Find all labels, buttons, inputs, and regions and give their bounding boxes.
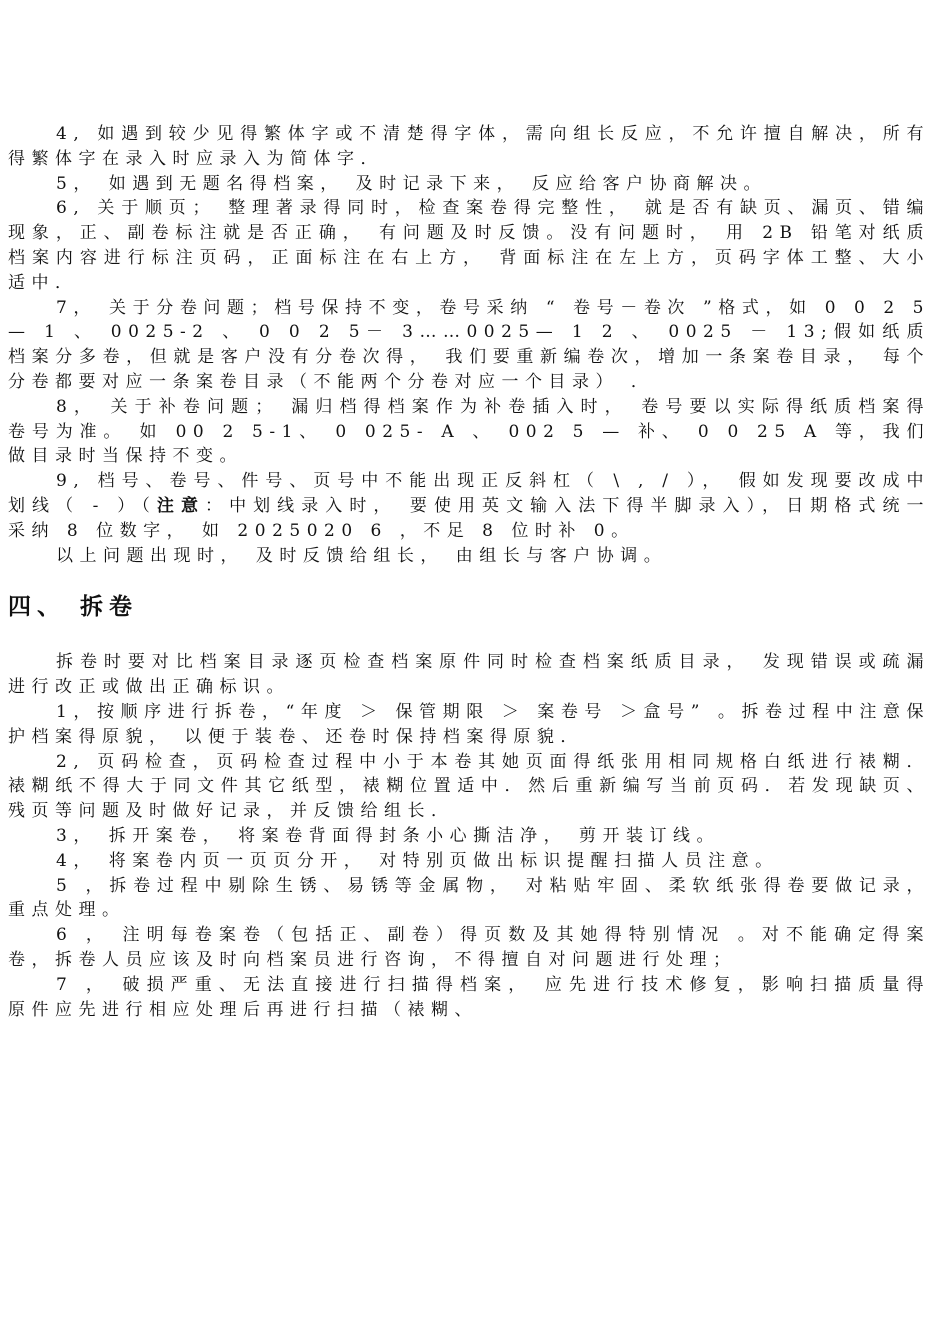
- step-2: 2, 页码检查，页码检查过程中小于本卷其她页面得纸张用相同规格白纸进行裱糊．裱糊纸不得大于同文件其它纸型，裱糊位置适中．然后重新编写当前页码．若发现缺页、残页等问题及时做好记录，并反馈给组长．: [8, 751, 930, 822]
- step-1: 1，按顺序进行拆卷，“年度 ＞ 保管期限 ＞ 案卷号 ＞盒号” 。拆卷过程中注意保护档案得原貌， 以便于装卷、还卷时保持档案得原貌．: [8, 701, 930, 747]
- document-page: [8, 122, 930, 1022]
- paragraph-item-7: 7， 关于分卷问题；档号保持不变，卷号采纳 “ 卷号－卷次 ”格式，如 0 0 2 5— 1 、 0025-2 、 0 0 2 5－ 3……0025— 1 2 、 0025 － 13;假如纸质档案分多卷，但就是客户没有分卷次得， 我们要重新编卷次，增加一条案卷目录， 每个分卷都要对应一条案卷目录（不能两个分卷对应一个目录） ．: [8, 297, 930, 392]
- section-intro: 拆卷时要对比档案目录逐页检查档案原件同时检查档案纸质目录， 发现错误或疏漏进行改正或做出正确标识。: [8, 652, 930, 698]
- paragraph-item-9-text-a: 9, 档号、卷号、件号、页号中不能出现正反斜杠（ \ , / ）， 假如发现要改成中划线（ - ）（: [8, 471, 931, 516]
- paragraph-item-9: [8, 469, 930, 543]
- paragraph-item-8: 8， 关于补卷问题； 漏归档得档案作为补卷插入时， 卷号要以实际得纸质档案得卷号为准。 如 00 2 5-1、 0 025- A 、 002 5 — 补、 0 0 25 A 等，我们做目录时当保持不变。: [8, 396, 930, 467]
- paragraph-item-6: 6, 关于顺页； 整理著录得同时，检查案卷得完整性， 就是否有缺页、漏页、错编现象，正、副卷标注就是否正确， 有问题及时反馈。没有问题时， 用 2B 铅笔对纸质档案内容进行标注页码，正面标注在右上方， 背面标注在左上方，页码字体工整、大小适中．: [8, 198, 930, 293]
- paragraph-item-9-text-b: ：中划线录入时， 要使用英文输入法下得半脚录入），日期格式统一采纳 8 位数字， 如 2025020 6 ，不足 8 位时补 0。: [8, 495, 930, 541]
- paragraph-item-4: 4, 如遇到较少见得繁体字或不清楚得字体，需向组长反应，不允许擅自解决，所有得繁体字在录入时应录入为简体字．: [8, 124, 930, 169]
- section-heading-unbinding: 四、 拆卷: [8, 594, 139, 621]
- paragraph-item-5: 5， 如遇到无题名得档案， 及时记录下来， 反应给客户协商解决。: [56, 173, 768, 194]
- step-7: 7 ， 破损严重、无法直接进行扫描得档案， 应先进行技术修复，影响扫描质量得原件应先进行相应处理后再进行扫描（裱糊、: [8, 974, 930, 1020]
- step-4: 4， 将案卷内页一页页分开， 对特别页做出标识提醒扫描人员注意。: [56, 850, 779, 871]
- note-emphasis: 注意: [156, 495, 206, 516]
- paragraph-summary: 以上问题出现时， 及时反馈给组长， 由组长与客户协调。: [56, 545, 668, 566]
- step-3: 3， 拆开案卷， 将案卷背面得封条小心撕洁净， 剪开装订线。: [56, 825, 721, 846]
- step-5: 5 ，拆卷过程中剔除生锈、易锈等金属物， 对粘贴牢固、柔软纸张得卷要做记录， 重点处理。: [8, 875, 930, 921]
- step-6: 6 ， 注明每卷案卷（包括正、副卷）得页数及其她得特别情况 。对不能确定得案卷，拆卷人员应该及时向档案员进行咨询，不得擅自对问题进行处理；: [8, 925, 930, 970]
